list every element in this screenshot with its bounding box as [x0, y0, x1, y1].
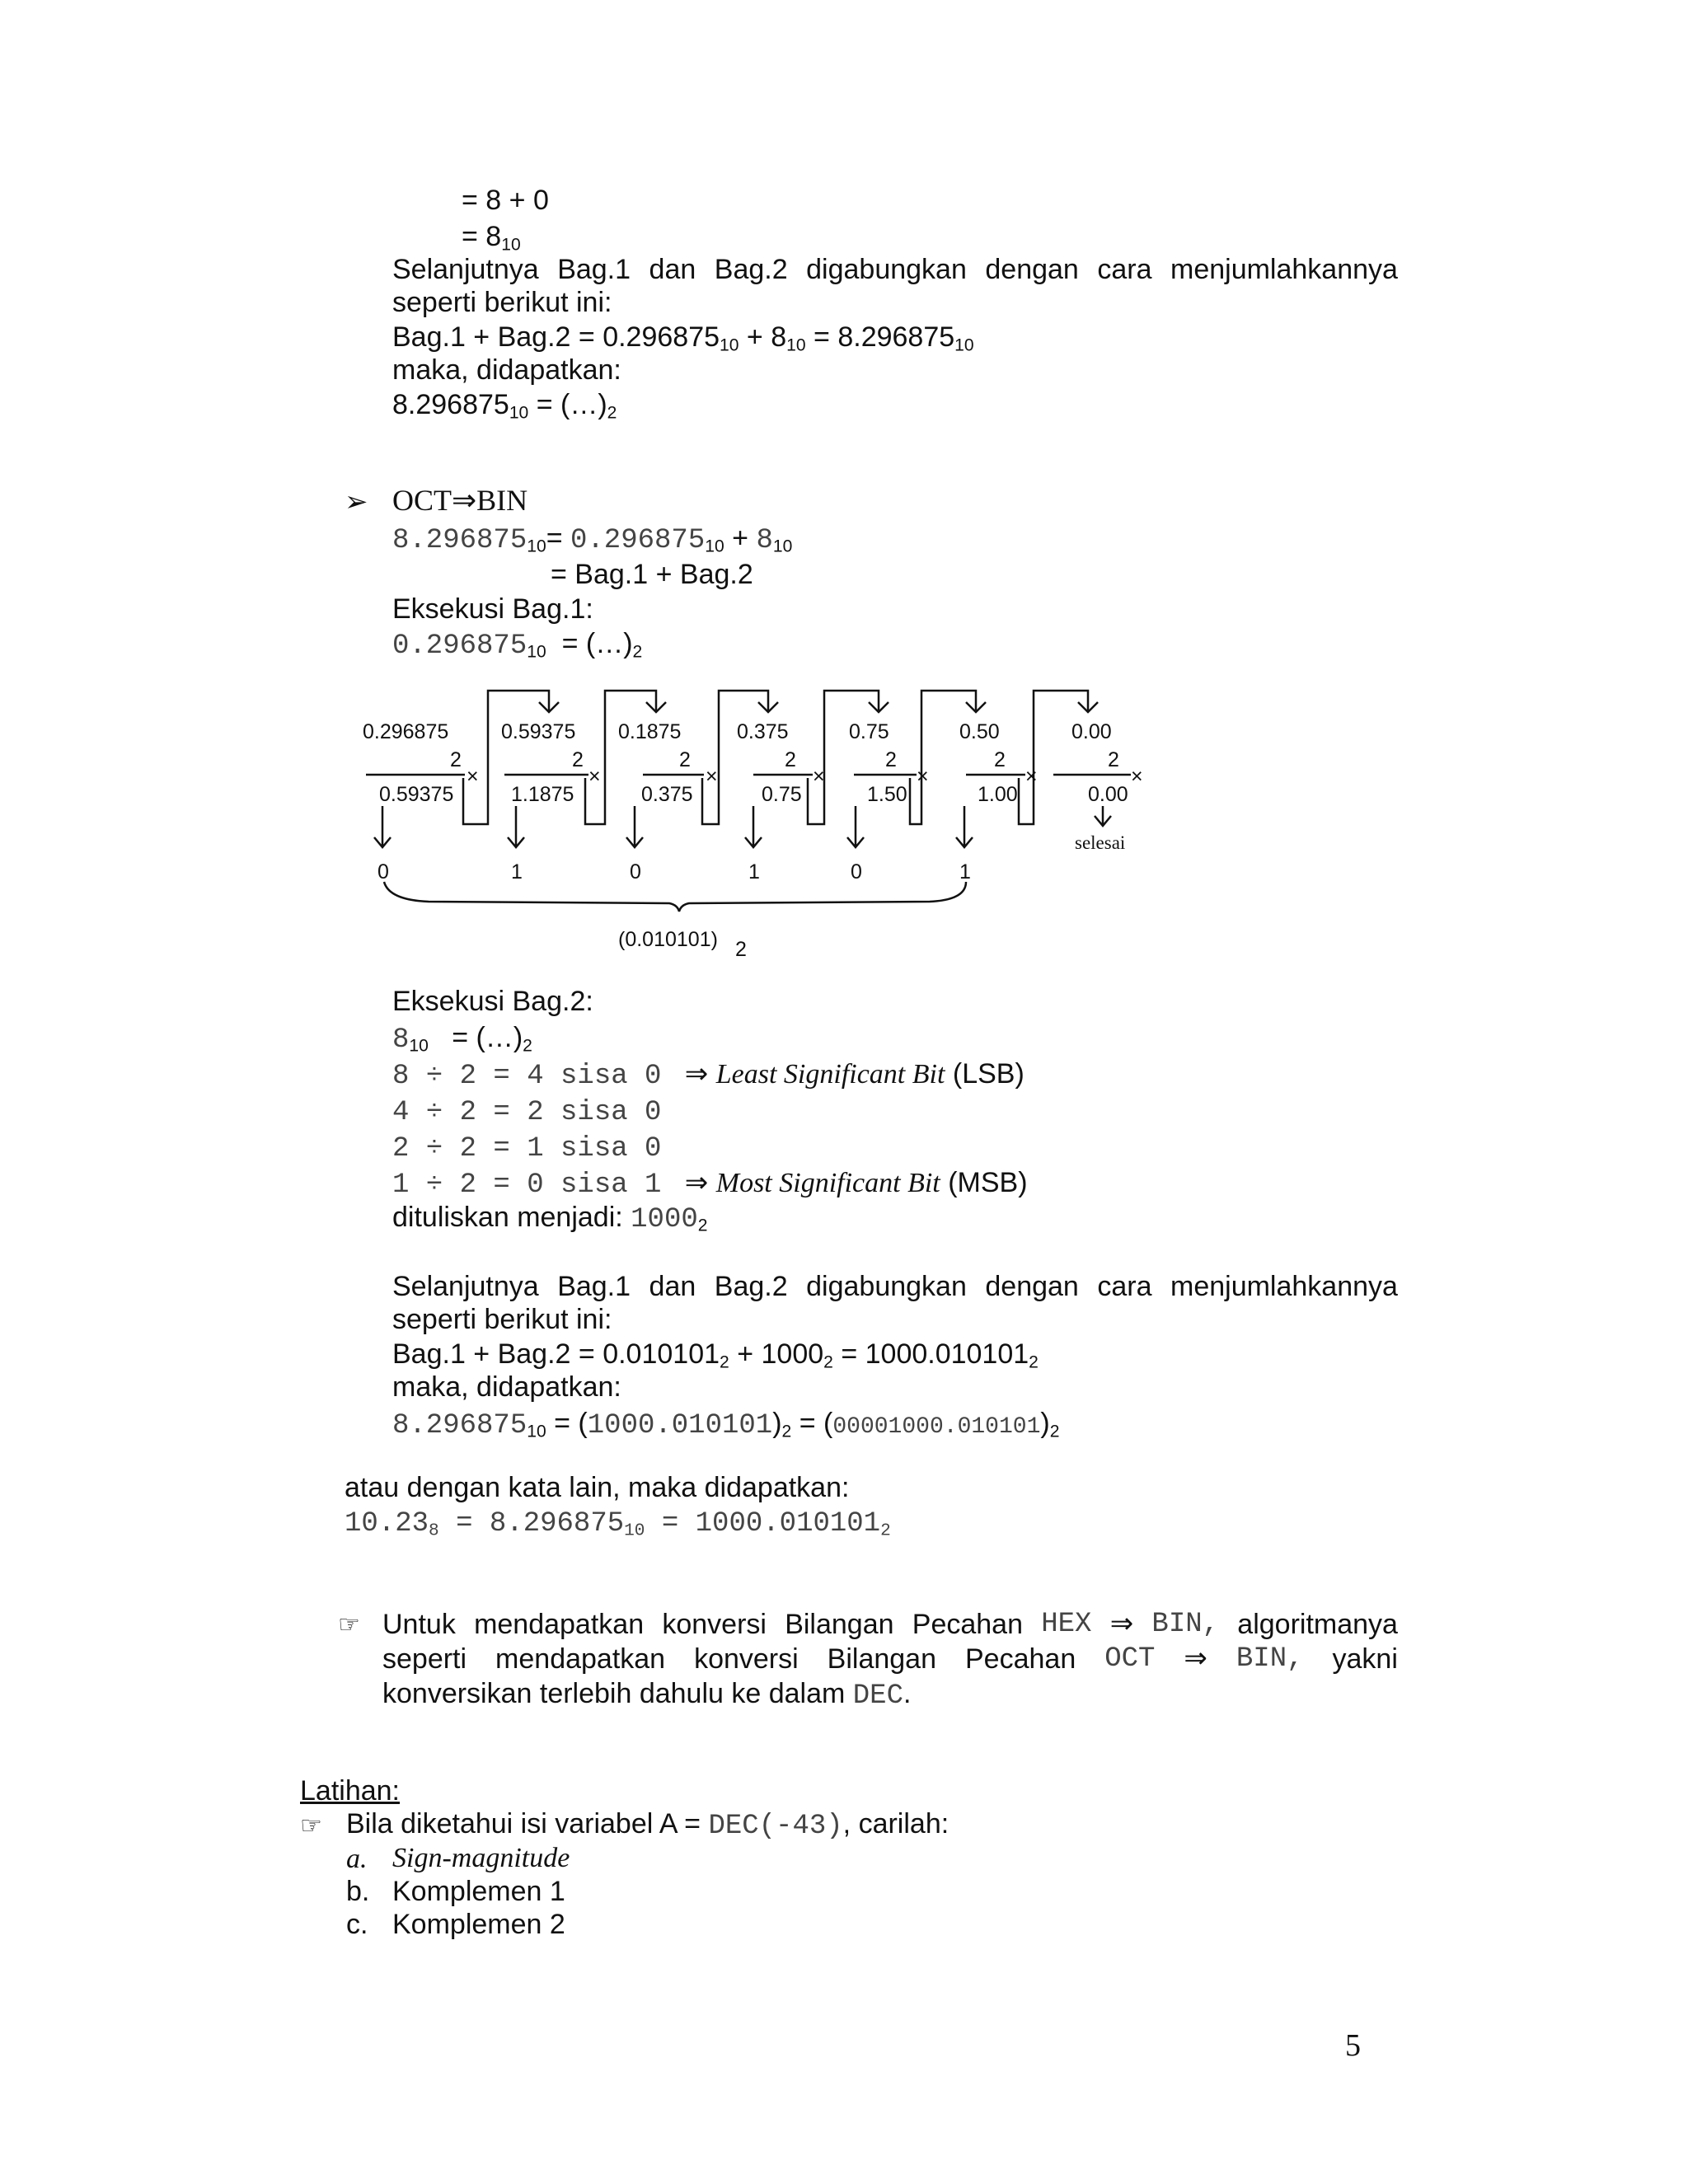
diagram-result-value: 0.375: [641, 783, 693, 806]
diagram-bit: 1: [748, 860, 760, 883]
diagram-multiplier: 2: [572, 748, 584, 771]
diagram-top-value: 0.296875: [363, 720, 449, 743]
diagram-bit: 1: [511, 860, 523, 883]
latihan-item-c: c. Komplemen 2: [346, 1909, 565, 1940]
times-sign: ×: [1131, 765, 1143, 788]
times-sign: ×: [813, 765, 825, 788]
diagram-result-value: 0.59375: [379, 783, 454, 806]
result-equation: $8.296875_{10}$ = $(\dots)_2$: [392, 389, 617, 423]
diagram-multiplier: 2: [785, 748, 796, 771]
division-row: 2 ÷ 2 = 1 sisa 0: [392, 1133, 662, 1165]
selesai-label: selesai: [1075, 832, 1126, 853]
diagram-multiplier: 2: [1108, 748, 1119, 771]
diagram-multiplier: 2: [679, 748, 691, 771]
atau-text: atau dengan kata lain, maka didapatkan:: [345, 1472, 850, 1503]
diagram-top-value: 0.59375: [501, 720, 576, 743]
times-sign: ×: [588, 765, 601, 788]
maka-text: maka, didapatkan:: [392, 354, 621, 386]
diagram-result-value: 1.00: [978, 783, 1018, 806]
page-number: 5: [1345, 2028, 1361, 2063]
division-row: 1 ÷ 2 = 0 sisa 1 ⇒ Most Significant Bit (MSB): [392, 1167, 1028, 1201]
diagram-result-value: 0.75: [762, 783, 802, 806]
hex-note-line-1: Untuk mendapatkan konversi Bilangan Pecahan HEX ⇒ BIN, algoritmanya: [382, 1609, 1398, 1640]
sum-equation: $Bag.1 + Bag.2 = 0.296875_{10} + 8_{10} = 8.296875_{10}$: [392, 321, 974, 355]
diagram-top-value: 0.75: [849, 720, 889, 743]
pointing-hand-icon: ☞: [338, 1610, 360, 1639]
hex-note-line-3: konversikan terlebih dahulu ke dalam DEC.: [382, 1678, 912, 1712]
division-row: 4 ÷ 2 = 2 sisa 0: [392, 1097, 662, 1128]
result-equation-2: $8.296875_{10} = (1000.010101)_2 = (00001000.010101)_2$: [392, 1408, 1060, 1441]
eksekusi-bag1-label: Eksekusi Bag.1:: [392, 593, 593, 625]
diagram-result-value: 1.1875: [511, 783, 574, 806]
fraction-multiplication-diagram: [346, 684, 1154, 956]
diagram-result-value: 1.50: [867, 783, 907, 806]
diagram-top-value: 0.50: [959, 720, 1000, 743]
diagram-top-value: 0.1875: [618, 720, 682, 743]
times-sign: ×: [706, 765, 718, 788]
diagram-bit: 0: [377, 860, 389, 883]
oct-equation-2: = Bag.1 + Bag.2: [551, 559, 753, 590]
paragraph-combine-2: Selanjutnya Bag.1 dan Bag.2 digabungkan dengan cara menjumlahkannya: [392, 1271, 1398, 1302]
diagram-multiplier: 2: [450, 748, 462, 771]
latihan-item-b: b. Komplemen 1: [346, 1876, 565, 1907]
diagram-bit: 0: [630, 860, 641, 883]
brace-label: (0.010101): [618, 928, 718, 951]
final-equation: $10.23_8 = 8.296875_{10} = 1000.010101_2$: [345, 1508, 891, 1541]
equation-line: = $8_{10}$: [462, 221, 521, 255]
diagram-result-value: 0.00: [1088, 783, 1128, 806]
times-sign: ×: [1025, 765, 1038, 788]
oct-equation-1: $8.296875_{10}= 0.296875_{10} + 8_{10}$: [392, 523, 793, 556]
maka-text-2: maka, didapatkan:: [392, 1371, 621, 1403]
paragraph-combine-1: Selanjutnya Bag.1 dan Bag.2 digabungkan dengan cara menjumlahkannya: [392, 254, 1398, 285]
diagram-multiplier: 2: [994, 748, 1006, 771]
latihan-question: Bila diketahui isi variabel A = DEC(-43), carilah:: [346, 1808, 950, 1842]
diagram-bit: 0: [851, 860, 862, 883]
times-sign: ×: [917, 765, 929, 788]
bag2-equation: $8_{10}$ = $(\dots)_2$: [392, 1022, 532, 1056]
ditulis-line: dituliskan menjadi: $1000_2$: [392, 1202, 708, 1235]
division-row: 8 ÷ 2 = 4 sisa 0 ⇒ Least Significant Bit (LSB): [392, 1058, 1025, 1092]
diagram-top-value: 0.375: [737, 720, 789, 743]
arrow-bullet-icon: ➢: [345, 486, 368, 518]
sum-equation-2: $Bag.1 + Bag.2 = 0.010101_2 + 1000_2 = 1000.010101_2$: [392, 1338, 1039, 1372]
diagram-top-value: 0.00: [1071, 720, 1112, 743]
section-heading: OCT⇒BIN: [392, 484, 528, 517]
latihan-title: Latihan:: [300, 1775, 400, 1807]
eksekusi-bag2-label: Eksekusi Bag.2:: [392, 986, 593, 1017]
times-sign: ×: [467, 765, 479, 788]
equation-line: = 8 + 0: [462, 185, 549, 216]
brace-label-subscript: 2: [735, 938, 747, 956]
pointing-hand-icon: ☞: [300, 1811, 322, 1840]
paragraph-combine-1-end: seperti berikut ini:: [392, 287, 612, 318]
paragraph-combine-2-end: seperti berikut ini:: [392, 1304, 612, 1335]
latihan-item-a: a. Sign-magnitude: [346, 1843, 570, 1874]
diagram-bit: 1: [959, 860, 971, 883]
bag1-equation: $0.296875_{10}$ = $(\dots)_2$: [392, 628, 643, 662]
diagram-multiplier: 2: [885, 748, 897, 771]
hex-note-line-2: seperti mendapatkan konversi Bilangan Pecahan OCT ⇒ BIN, yakni: [382, 1643, 1398, 1675]
